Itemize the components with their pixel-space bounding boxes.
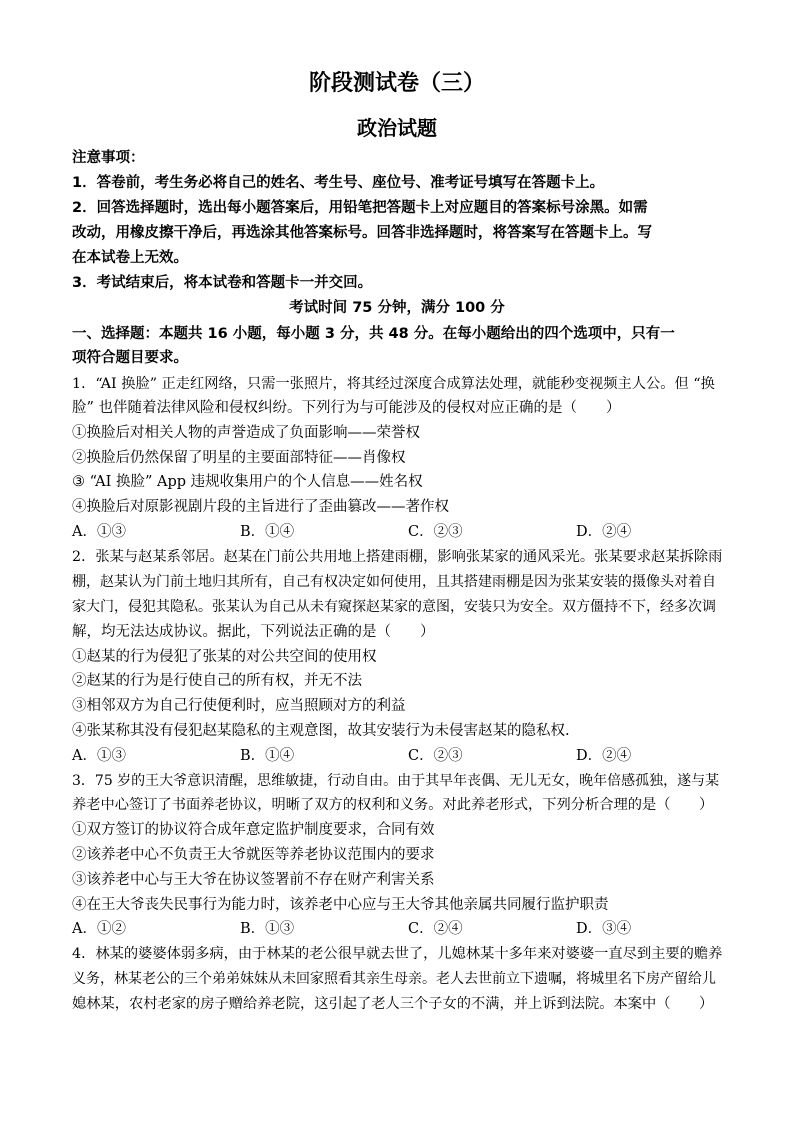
notes-heading: 注意事项：	[72, 150, 145, 166]
note-item: 2．回答选择题时，选出每小题答案后，用铅笔把答题卡上对应题目的答案标号涂黑。如需	[72, 200, 648, 216]
question-2-item: ③相邻双方为自己行使便利时，应当照顾对方的利益	[72, 698, 406, 714]
question-3-item: ④在王大爷丧失民事行为能力时，该养老中心应与王大爷其他亲属共同履行监护职责	[72, 897, 609, 913]
option-d: D．②④	[576, 524, 632, 540]
question-3-item: ②该养老中心不负责王大爷就医等养老协议范围内的要求	[72, 847, 435, 863]
option-d: D．③④	[576, 921, 632, 937]
note-item: 改动，用橡皮擦干净后，再选涂其他答案标号。回答非选择题时，将答案写在答题卡上。写	[72, 225, 652, 241]
note-item: 1．答卷前，考生务必将自己的姓名、考生号、座位号、准考证号填写在答题卡上。	[72, 175, 605, 191]
option-b: B．①③	[240, 921, 295, 937]
question-1-item: ②换脸后仍然保留了明星的主要面部特征——肖像权	[72, 450, 406, 466]
question-1-stem: 1．“AI 换脸” 正走红网络，只需一张照片，将其经过深度合成算法处理，就能秒变视频主人公。但 “换	[72, 376, 715, 392]
page-title: 阶段测试卷（三）	[308, 71, 485, 96]
option-b: B．①④	[240, 524, 295, 540]
question-1-stem: 脸” 也伴随着法律风险和侵权纠纷。下列行为与可能涉及的侵权对应正确的是（ ）	[72, 400, 621, 416]
question-4-stem: 4．林某的婆婆体弱多病，由于林某的老公很早就去世了，儿媳林某十多年来对婆婆一直尽到主要的赡养	[72, 946, 723, 962]
question-1-item: ③ “AI 换脸” App 违规收集用户的个人信息——姓名权	[72, 474, 423, 490]
question-3-stem: 养老中心签订了书面养老协议，明晰了双方的权利和义务。对此养老形式，下列分析合理的是（ ）	[72, 797, 714, 813]
section-heading-cont: 项符合题目要求。	[72, 350, 188, 366]
exam-info: 考试时间 75 分钟，满分 100 分	[289, 300, 505, 316]
question-3-item: ③该养老中心与王大爷在协议签署前不存在财产利害关系	[72, 872, 435, 888]
question-3-item: ①双方签订的协议符合成年意定监护制度要求，合同有效	[72, 822, 435, 838]
question-2-stem: 解，均无法达成协议。据此，下列说法正确的是（ ）	[72, 624, 435, 640]
option-a: A．①③	[72, 748, 126, 764]
question-1-item: ④换脸后对原影视剧片段的主旨进行了歪曲篡改——著作权	[72, 499, 449, 515]
option-b: B．①④	[240, 748, 295, 764]
section-heading: 一、选择题：本题共 16 小题，每小题 3 分，共 48 分。在每小题给出的四个选项中，只有一	[72, 326, 675, 342]
note-item: 在本试卷上无效。	[72, 250, 188, 266]
option-a: A．①③	[72, 524, 126, 540]
question-3-stem: 3．75 岁的王大爷意识清醒，思维敏捷，行动自由。由于其早年丧偶、无儿无女，晚年倍感孤独，遂与某	[72, 773, 720, 789]
question-2-item: ④张某称其没有侵犯赵某隐私的主观意图，故其安装行为未侵害赵某的隐私权.	[72, 723, 570, 739]
option-c: C．②③	[408, 748, 463, 764]
option-d: D．②④	[576, 748, 632, 764]
option-c: C．②④	[408, 921, 463, 937]
page-subtitle: 政治试题	[357, 116, 437, 140]
question-2-stem: 棚，赵某认为门前土地归其所有，自己有权决定如何使用，且其搭建雨棚是因为张某安装的摄像头对着自	[72, 574, 716, 590]
question-4-stem: 义务，林某老公的三个弟弟妹妹从未回家照看其亲生母亲。老人去世前立下遗嘱，将城里名下房产留给儿	[72, 971, 716, 987]
question-1-item: ①换脸后对相关人物的声誉造成了负面影响——荣誉权	[72, 425, 420, 441]
question-4-stem: 媳林某，农村老家的房子赠给养老院，这引起了老人三个子女的不满，并上诉到法院。本案中（ ）	[72, 996, 714, 1012]
question-2-item: ②赵某的行为是行使自己的所有权，并无不法	[72, 673, 362, 689]
question-2-stem: 家大门，侵犯其隐私。张某认为自己从未有窥探赵某家的意图，安装只为安全。双方僵持不下，经多次调	[72, 599, 716, 615]
option-a: A．①②	[72, 921, 126, 937]
option-c: C．②③	[408, 524, 463, 540]
question-2-item: ①赵某的行为侵犯了张某的对公共空间的使用权	[72, 649, 377, 665]
question-2-stem: 2．张某与赵某系邻居。赵某在门前公共用地上搭建雨棚，影响张某家的通风采光。张某要求赵某拆除雨	[72, 549, 723, 565]
note-item: 3．考试结束后，将本试卷和答题卡一并交回。	[72, 275, 373, 291]
